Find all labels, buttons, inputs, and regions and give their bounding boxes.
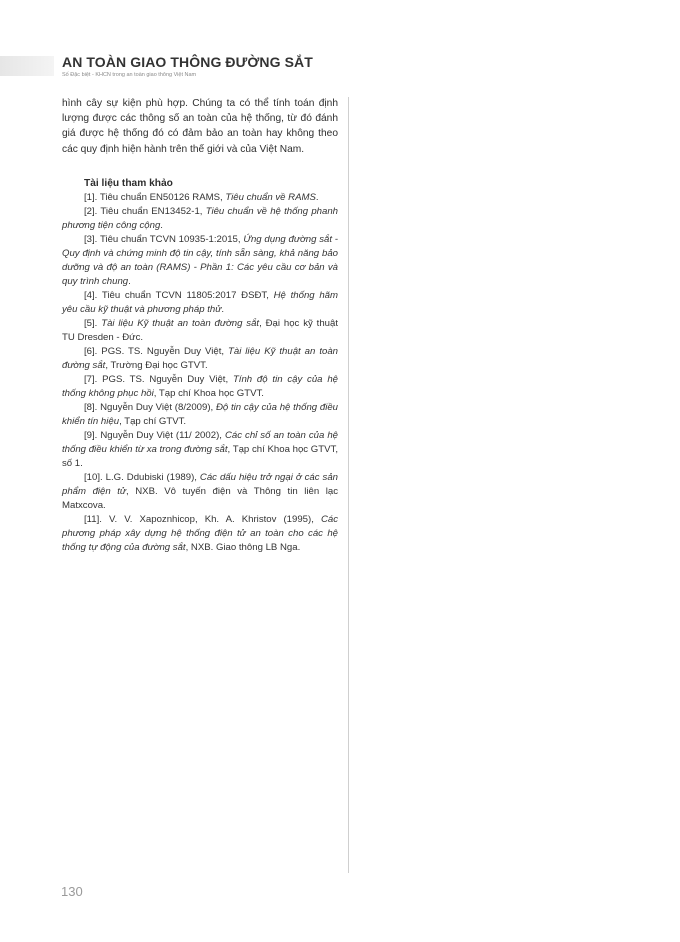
header-accent-band [0,56,54,76]
reference-item: [5]. Tài liệu Kỹ thuật an toàn đường sắt, Đại học kỹ thuật TU Dresden - Đức. [62,317,339,343]
running-header-subtitle: Số Đặc biệt - KHCN trong an toàn giao thông Việt Nam [62,72,197,78]
intro-paragraph: hình cây sự kiện phù hợp. Chúng ta có thể tính toán định lượng được các thông số an toàn của hệ thống, từ đó đánh giá được hệ thống đó có đảm bảo an toàn hay không theo các quy định hiện hành trên thế giới và của Việt Nam. [62,98,338,155]
references-heading: Tài liệu tham khảo [84,177,173,189]
reference-item: [11]. V. V. Xapoznhicop, Kh. A. Khristov (1995), Các phương pháp xây dựng hệ thống điện tử an toàn cho các hệ thống tự động của đường sắt, NXB. Giao thông LB Nga. [62,513,338,553]
reference-item: [1]. Tiêu chuẩn EN50126 RAMS, Tiêu chuẩn về RAMS. [84,191,319,203]
reference-item: [10]. L.G. Ddubiski (1989), Các dấu hiệu trở ngại ở các sản phẩm điện tử, NXB. Vô tuyến điện và Thông tin liên lạc Matxcova. [62,471,338,511]
page-number: 130 [61,884,83,899]
reference-item: [4]. Tiêu chuẩn TCVN 11805:2017 ĐSĐT, Hệ thống hãm yêu cầu kỹ thuật và phương pháp thử. [62,289,338,315]
reference-item: [8]. Nguyễn Duy Việt (8/2009), Độ tin cậy của hệ thống điều khiển tín hiệu, Tạp chí GTVT. [62,401,339,427]
column-divider [348,97,349,873]
reference-item: [9]. Nguyễn Duy Việt (11/ 2002), Các chỉ số an toàn của hệ thống điều khiển từ xa trong đường sắt, Tạp chí Khoa học GTVT, số 1. [62,429,338,469]
reference-item: [6]. PGS. TS. Nguyễn Duy Việt, Tài liệu Kỹ thuật an toàn đường sắt, Trường Đại học GTVT. [62,345,338,371]
reference-item: [7]. PGS. TS. Nguyễn Duy Việt, Tính độ tin cậy của hệ thống không phục hồi, Tạp chí Khoa học GTVT. [62,373,338,399]
running-header-title: AN TOÀN GIAO THÔNG ĐƯỜNG SẮT [62,54,313,70]
reference-item: [2]. Tiêu chuẩn EN13452-1, Tiêu chuẩn về hệ thống phanh phương tiện công cộng. [62,205,338,231]
reference-item: [3]. Tiêu chuẩn TCVN 10935-1:2015, Ứng dụng đường sắt - Quy định và chứng minh độ tin cậy, tính sẵn sàng, khả năng bảo dưỡng và độ an toàn (RAMS) - Phần 1: Các yêu cầu cơ bản và quy trình chung. [62,233,338,287]
text-column-left [62,96,338,555]
